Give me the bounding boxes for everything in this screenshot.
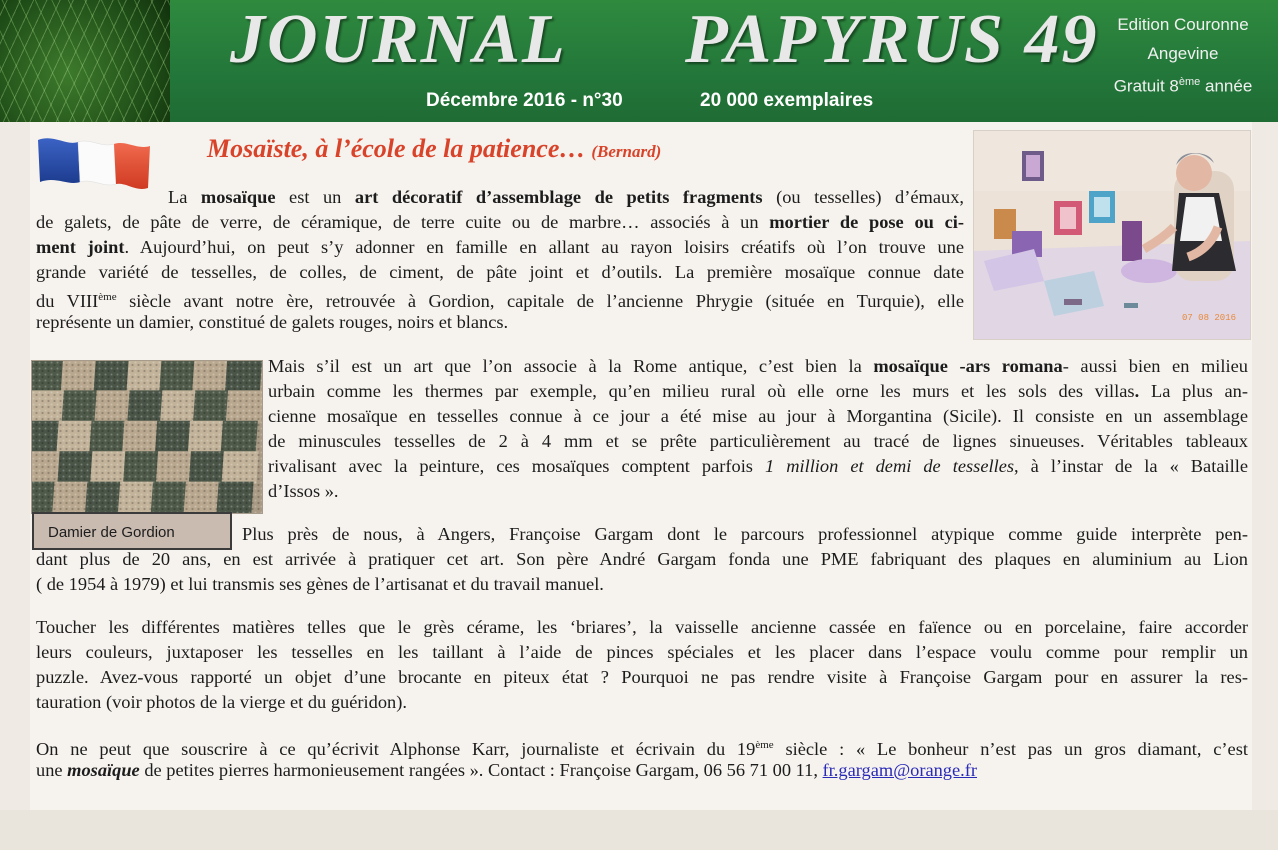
journal-title-word1: JOURNAL bbox=[230, 1, 567, 78]
paragraph2-line1 bbox=[268, 354, 1248, 378]
edition-line2: Angevine bbox=[1147, 44, 1219, 63]
article-author: (Bernard) bbox=[591, 142, 662, 161]
p2-l1-bold: mosaïque -ars romana bbox=[873, 356, 1063, 376]
p1-l1-bold2: art décoratif d’assemblage de petits fragments bbox=[354, 187, 763, 207]
paragraph2-line6: d’Issos ». bbox=[268, 481, 339, 501]
paragraph5-line1 bbox=[36, 733, 1248, 761]
p2-l5-b: , à l’instar de la « Bataille bbox=[1014, 456, 1248, 476]
p2-l2-b: La plus an- bbox=[1139, 381, 1248, 401]
gordion-checkerboard-mosaic-photo bbox=[31, 360, 263, 514]
paragraph3-line2: dant plus de 20 ans, en est arrivée à pratiquer cet art. Son père André Gargam fonda une PME fabriquant des plaques en aluminium au Lion bbox=[36, 549, 1248, 569]
edition-line3-prefix: Gratuit 8 bbox=[1113, 76, 1179, 96]
p1-l1-a: La bbox=[168, 187, 201, 207]
photo-date-stamp: 07 08 2016 bbox=[1181, 313, 1236, 323]
paragraph1-line2 bbox=[36, 210, 964, 234]
p5-l2-a: une bbox=[36, 760, 68, 780]
p1-l3-a: . Aujourd’hui, on peut s’y adonner en famille en allant au rayon loisirs créatifs où l’on trouve une bbox=[124, 237, 964, 257]
paragraph4-line3: puzzle. Avez-vous rapporté un objet d’une brocante en piteux état ? Pourquoi ne pas rendre visite à Françoise Gargam pour en assurer la res- bbox=[36, 667, 1248, 687]
paragraph4-line2: leurs couleurs, juxtaposer les tesselles en les taillant à l’aide de pinces spéciales et les placer dans l’espace voulu comme pour remplir un bbox=[36, 642, 1248, 662]
journal-title-word2: PAPYRUS 49 bbox=[685, 1, 1099, 78]
paragraph4-line4: tauration (voir photos de la vierge et du guéridon). bbox=[36, 692, 407, 712]
paragraph2-line2 bbox=[268, 379, 1248, 403]
article-title-text: Mosaïste, à l’école de la patience… bbox=[207, 134, 586, 163]
paragraph1-line6: représente un damier, constitué de galets rouges, noirs et blancs. bbox=[36, 312, 509, 332]
p1-l1-b: est un bbox=[275, 187, 355, 207]
masthead-banner bbox=[170, 0, 1278, 122]
article-title bbox=[207, 134, 661, 164]
print-run: 20 000 exemplaires bbox=[700, 90, 874, 111]
mosaic-photo-caption: Damier de Gordion bbox=[32, 512, 232, 550]
p5-l2-emphasis: mosaïque bbox=[67, 760, 140, 780]
artist-photo-illustration bbox=[974, 131, 1250, 339]
p1-l1-c: (ou tesselles) d’émaux, bbox=[762, 187, 964, 207]
paragraph1-line1 bbox=[168, 185, 964, 209]
p1-l3-bold: ment joint bbox=[36, 237, 125, 257]
p5-l1-a: On ne peut que souscrire à ce qu’écrivit Alphonse Karr, journaliste et écrivain du 19 bbox=[36, 739, 756, 760]
p2-l5-italic: 1 million et demi de tesselles bbox=[764, 456, 1015, 476]
paragraph2-line4: de minuscules tesselles de 2 à 4 mm et se prête particulièrement au tracé de lignes sinueuses. Véritables tableaux bbox=[268, 431, 1248, 451]
masthead bbox=[0, 0, 1278, 122]
edition-line1: Edition Couronne bbox=[1117, 15, 1249, 34]
edition-line3 bbox=[1098, 68, 1268, 101]
p1-l5-a: du VIII bbox=[36, 291, 99, 312]
p2-l2-bold: . bbox=[1134, 381, 1140, 401]
p5-l2-b: de petites pierres harmonieusement rangées ». Contact : Françoise Gargam, 06 56 71 00 11, bbox=[139, 760, 823, 780]
p2-l5-a: rivalisant avec la peinture, ces mosaïques comptent parfois bbox=[268, 456, 765, 476]
p5-l1-b: siècle : « Le bonheur n’est pas un gros diamant, c’est bbox=[773, 739, 1248, 760]
edition-info bbox=[1098, 10, 1268, 101]
papyrus-plant-photo bbox=[0, 0, 170, 122]
paragraph3-line1: Plus près de nous, à Angers, Françoise Gargam dont le parcours professionnel atypique comme guide interprète pen- bbox=[242, 524, 1248, 544]
paragraph1-line5 bbox=[36, 285, 964, 313]
p1-l1-bold1: mosaïque bbox=[200, 187, 276, 207]
contact-email-link[interactable]: fr.gargam@orange.fr bbox=[822, 760, 978, 780]
p1-l5-sup: ème bbox=[98, 291, 117, 303]
paragraph3-line3: ( de 1954 à 1979) et lui transmis ses gènes de l’artisanat et du travail manuel. bbox=[36, 574, 604, 594]
french-flag-icon bbox=[36, 132, 152, 194]
edition-line3-sup: ème bbox=[1178, 76, 1201, 88]
paragraph4-line1: Toucher les différentes matières telles que le grès cérame, les ‘briares’, la vaisselle ancienne cassée en faïence ou en porcelaine, faire accorder bbox=[36, 617, 1248, 637]
p2-l1-a: Mais s’il est un art que l’on associe à la Rome antique, c’est bien la bbox=[268, 356, 874, 376]
paragraph1-line3 bbox=[36, 235, 964, 259]
p2-l1-b: - aussi bien en milieu bbox=[1062, 356, 1248, 376]
paragraph2-line3: cienne mosaïque en tesselles connue à ce jour a été mise au jour à Morgantina (Sicile). Il consiste en un assemblage bbox=[268, 406, 1248, 426]
edition-line3-suffix: année bbox=[1200, 76, 1253, 96]
paragraph2-line5 bbox=[268, 454, 1248, 478]
p2-l2-a: urbain comme les thermes par exemple, qu’en milieu rural où elle orne les murs et les sols des villas bbox=[268, 381, 1135, 401]
paragraph1-line4: grande variété de tesselles, de colles, de ciment, de pâte joint et d’outils. La première mosaïque connue date bbox=[36, 262, 964, 282]
p1-l5-b: siècle avant notre ère, retrouvée à Gordion, capitale de l’ancienne Phrygie (située en Turquie), elle bbox=[116, 291, 964, 312]
paragraph5-line2 bbox=[36, 758, 977, 782]
p1-l2-bold: mortier de pose ou ci- bbox=[769, 212, 964, 232]
artist-at-work-photo bbox=[973, 130, 1251, 340]
issue-date: Décembre 2016 - n°30 bbox=[426, 90, 623, 111]
p1-l2-a: de galets, de pâte de verre, de céramique, de terre cuite ou de marbre… associés à un bbox=[36, 212, 770, 232]
p5-l1-sup: ème bbox=[755, 739, 774, 751]
